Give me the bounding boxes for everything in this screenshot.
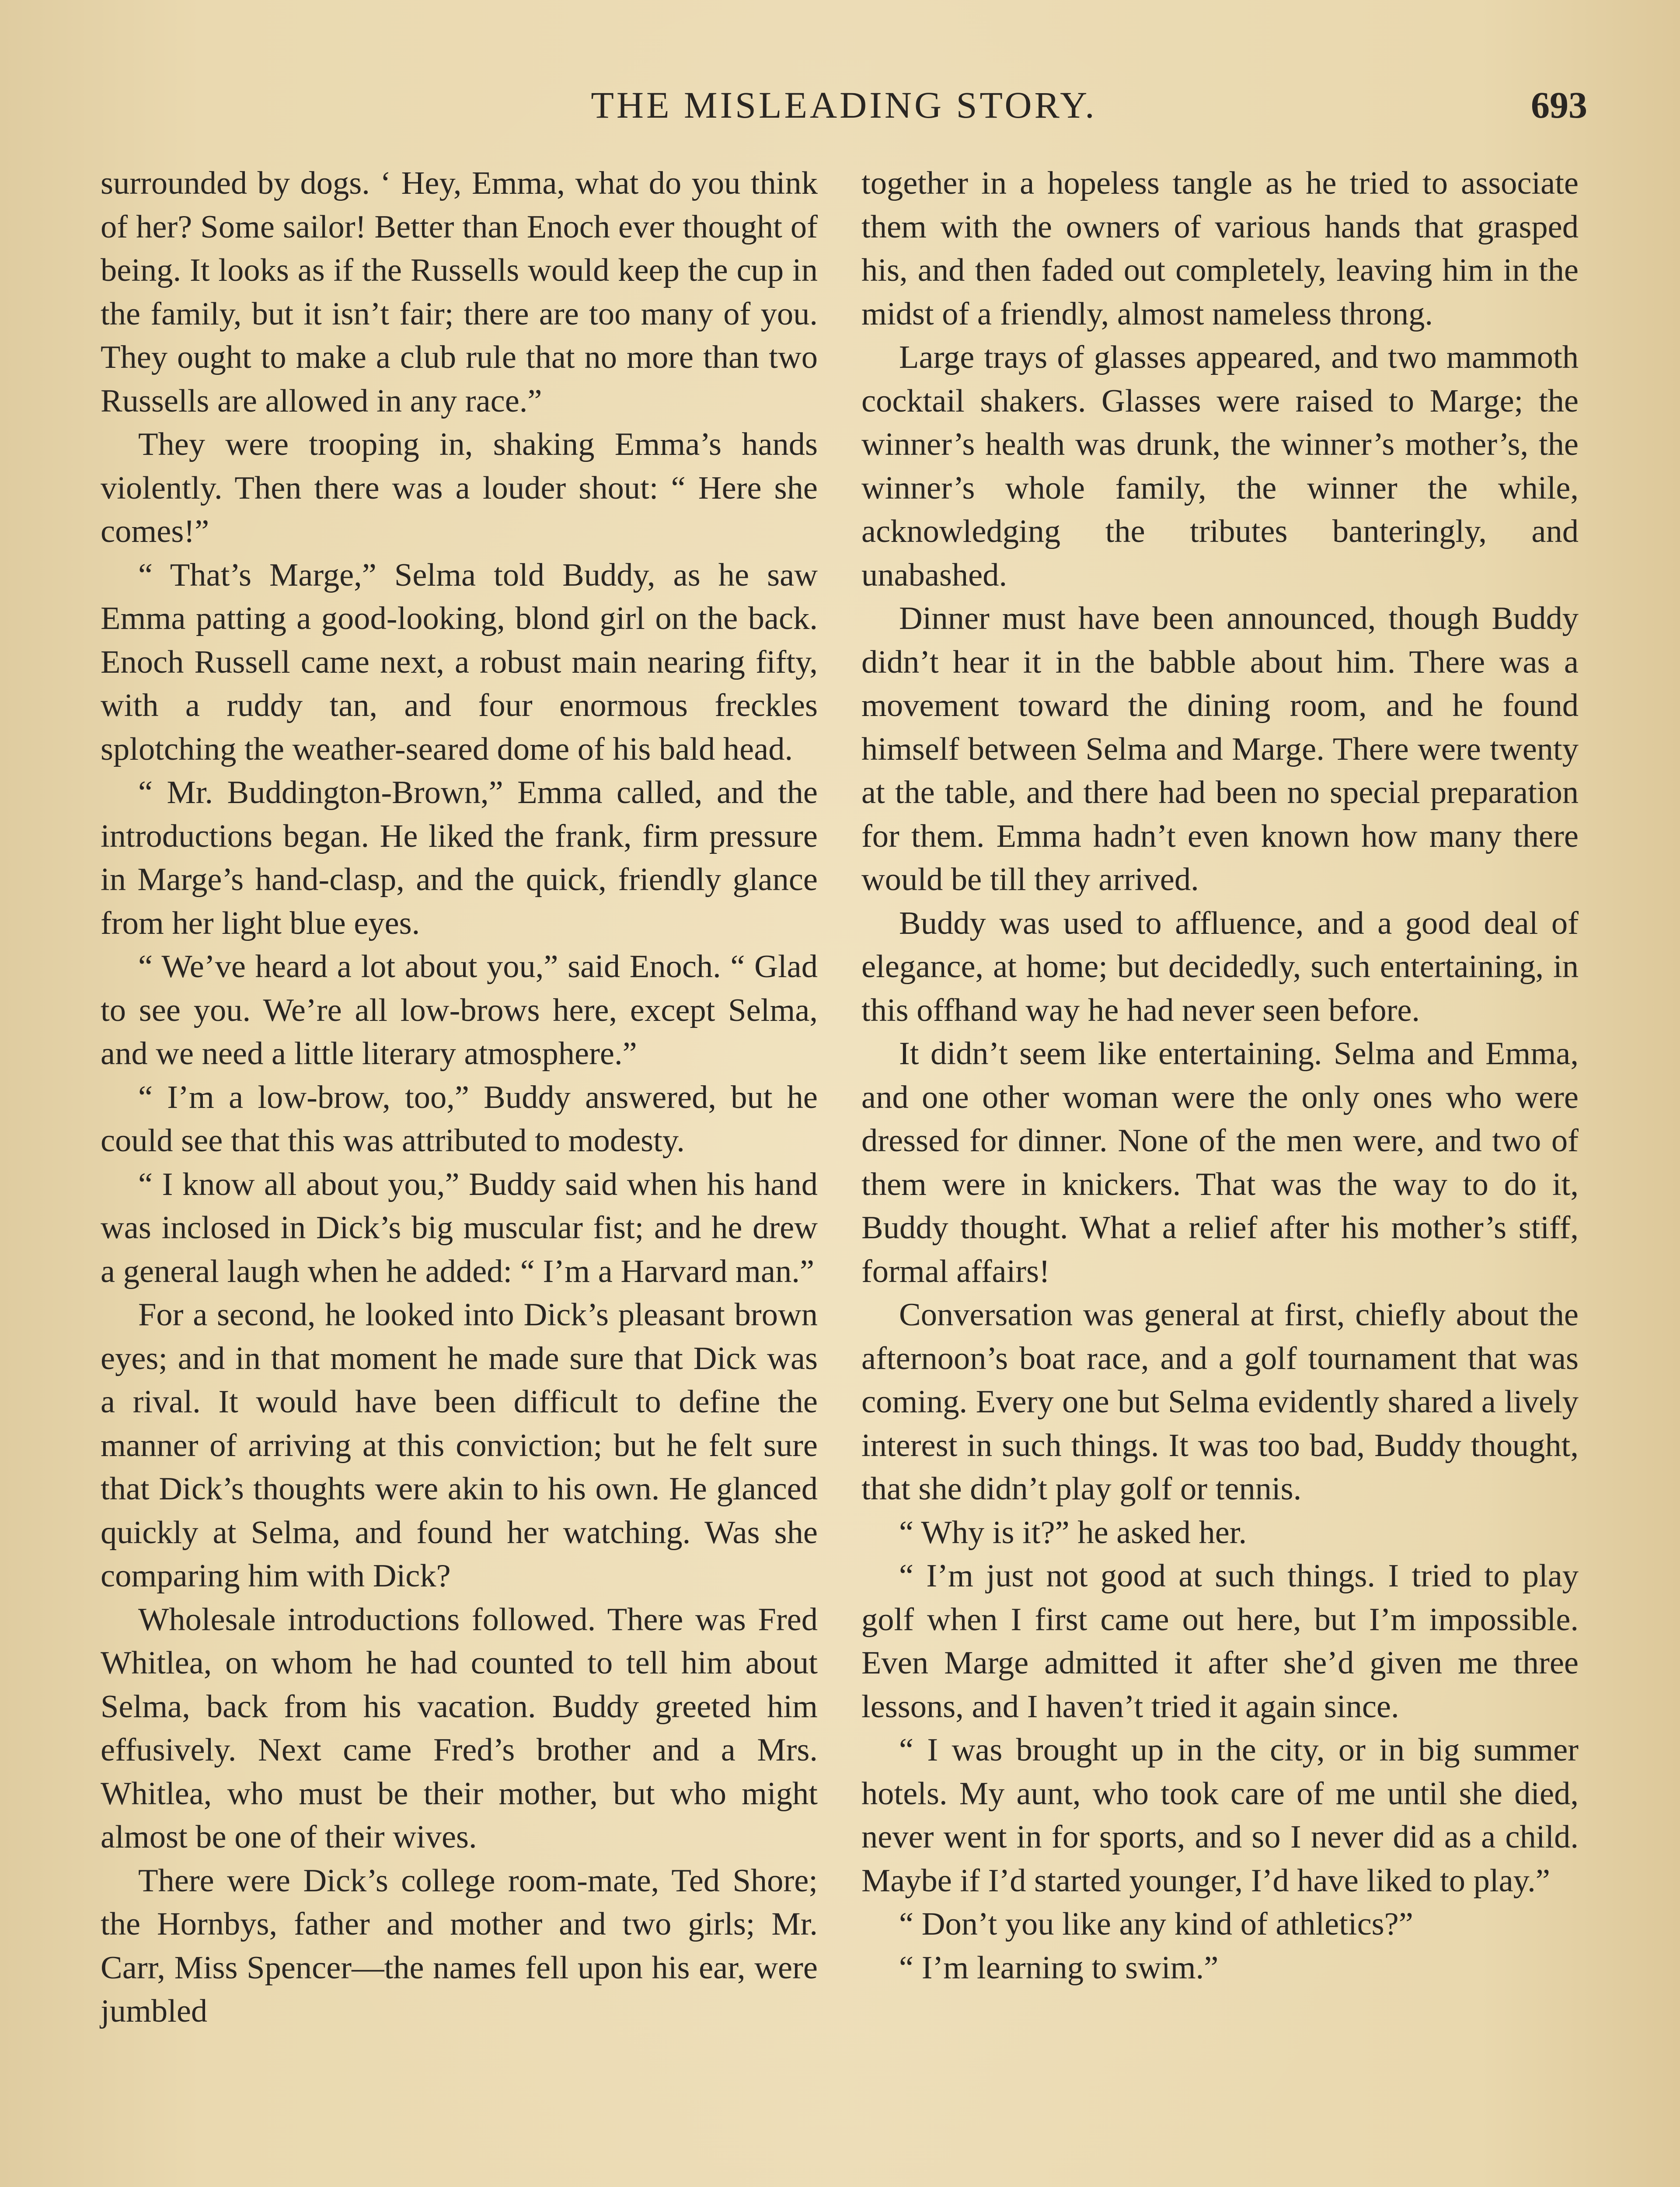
paragraph: “ Why is it?” he asked her.	[899, 1514, 1247, 1551]
paragraph: “ I’m learning to swim.”	[899, 1949, 1219, 1986]
paragraph: “ That’s Marge,” Selma told Buddy, as he saw Emma patting a good-looking, blond girl on the back. Enoch Russell came next, a robust main nearing fifty, with a ruddy tan, and four enormous freckles splotching the weather-seared dome of his bald head.	[101, 557, 818, 767]
left-column	[101, 162, 818, 2033]
paragraph: Dinner must have been announced, though Buddy didn’t hear it in the babble about him. There was a movement toward the dining room, and he found himself between Selma and Marge. There were twenty at the table, and there had been no special preparation for them. Emma hadn’t even known how many there would be till they arrived.	[861, 601, 1579, 898]
paragraph: “ Don’t you like any kind of athletics?”	[899, 1906, 1413, 1942]
paragraph: “ I’m a low-brow, too,” Buddy answered, but he could see that this was attributed to modesty.	[101, 1079, 818, 1159]
paragraph: together in a hopeless tangle as he tried to associate them with the owners of various hands that grasped his, and then faded out completely, leaving him in the midst of a friendly, almost nameless throng.	[861, 165, 1579, 332]
paragraph: “ I know all about you,” Buddy said when his hand was inclosed in Dick’s big muscular fist; and he drew a general laugh when he added: “ I’m a Harvard man.”	[101, 1166, 818, 1289]
paragraph: For a second, he looked into Dick’s pleasant brown eyes; and in that moment he made sure that Dick was a rival. It would have been difficult to define the manner of arriving at this conviction; but he felt sure that Dick’s thoughts were akin to his own. He glanced quickly at Selma, and found her watching. Was she comparing him with Dick?	[101, 1297, 818, 1594]
page-number: 693	[1531, 84, 1587, 126]
paragraph: Large trays of glasses appeared, and two mammoth cocktail shakers. Glasses were raised to Marge; the winner’s health was drunk, the winner’s mother’s, the winner’s whole family, the winner the while, acknowledging the tributes banteringly, and unabashed.	[861, 339, 1579, 593]
paragraph: “ Mr. Buddington-Brown,” Emma called, and the introductions began. He liked the frank, firm pressure in Marge’s hand-clasp, and the quick, friendly glance from her light blue eyes.	[101, 775, 818, 941]
page-header	[101, 83, 1587, 131]
paragraph: They were trooping in, shaking Emma’s hands violently. Then there was a louder shout: “ Here she comes!”	[101, 426, 818, 549]
paragraph: Wholesale introductions followed. There was Fred Whitlea, on whom he had counted to tell him about Selma, back from his vacation. Buddy greeted him effusively. Next came Fred’s brother and a Mrs. Whitlea, who must be their mother, but who might almost be one of their wives.	[101, 1601, 818, 1855]
right-column	[861, 162, 1579, 1990]
running-title: THE MISLEADING STORY.	[591, 84, 1097, 126]
paragraph: “ I’m just not good at such things. I tried to play golf when I first came out here, but I’m impossible. Even Marge admitted it after she’d given me three lessons, and I haven’t tried it again since.	[861, 1558, 1579, 1725]
paragraph: Buddy was used to affluence, and a good deal of elegance, at home; but decidedly, such entertaining, in this offhand way he had never seen before.	[861, 905, 1579, 1028]
paragraph: surrounded by dogs. ‘ Hey, Emma, what do you think of her? Some sailor! Better than Enoch ever thought of being. It looks as if the Russells would keep the cup in the family, but it isn’t fair; there are too many of you. They ought to make a club rule that no more than two Russells are allowed in any race.”	[101, 165, 818, 419]
paragraph: “ We’ve heard a lot about you,” said Enoch. “ Glad to see you. We’re all low-brows here, except Selma, and we need a little literary atmosphere.”	[101, 949, 818, 1072]
paragraph: “ I was brought up in the city, or in big summer hotels. My aunt, who took care of me until she died, never went in for sports, and so I never did as a child. Maybe if I’d started younger, I’d have liked to play.”	[861, 1732, 1579, 1899]
paragraph: Conversation was general at first, chiefly about the afternoon’s boat race, and a golf tournament that was coming. Every one but Selma evidently shared a lively interest in such things. It was too bad, Buddy thought, that she didn’t play golf or tennis.	[861, 1297, 1579, 1507]
paragraph: There were Dick’s college room-mate, Ted Shore; the Hornbys, father and mother and two girls; Mr. Carr, Miss Spencer—the names fell upon his ear, were jumbled	[101, 1862, 818, 2029]
paragraph: It didn’t seem like entertaining. Selma and Emma, and one other woman were the only ones who were dressed for dinner. None of the men were, and two of them were in knickers. That was the way to do it, Buddy thought. What a relief after his mother’s stiff, formal affairs!	[861, 1036, 1579, 1289]
